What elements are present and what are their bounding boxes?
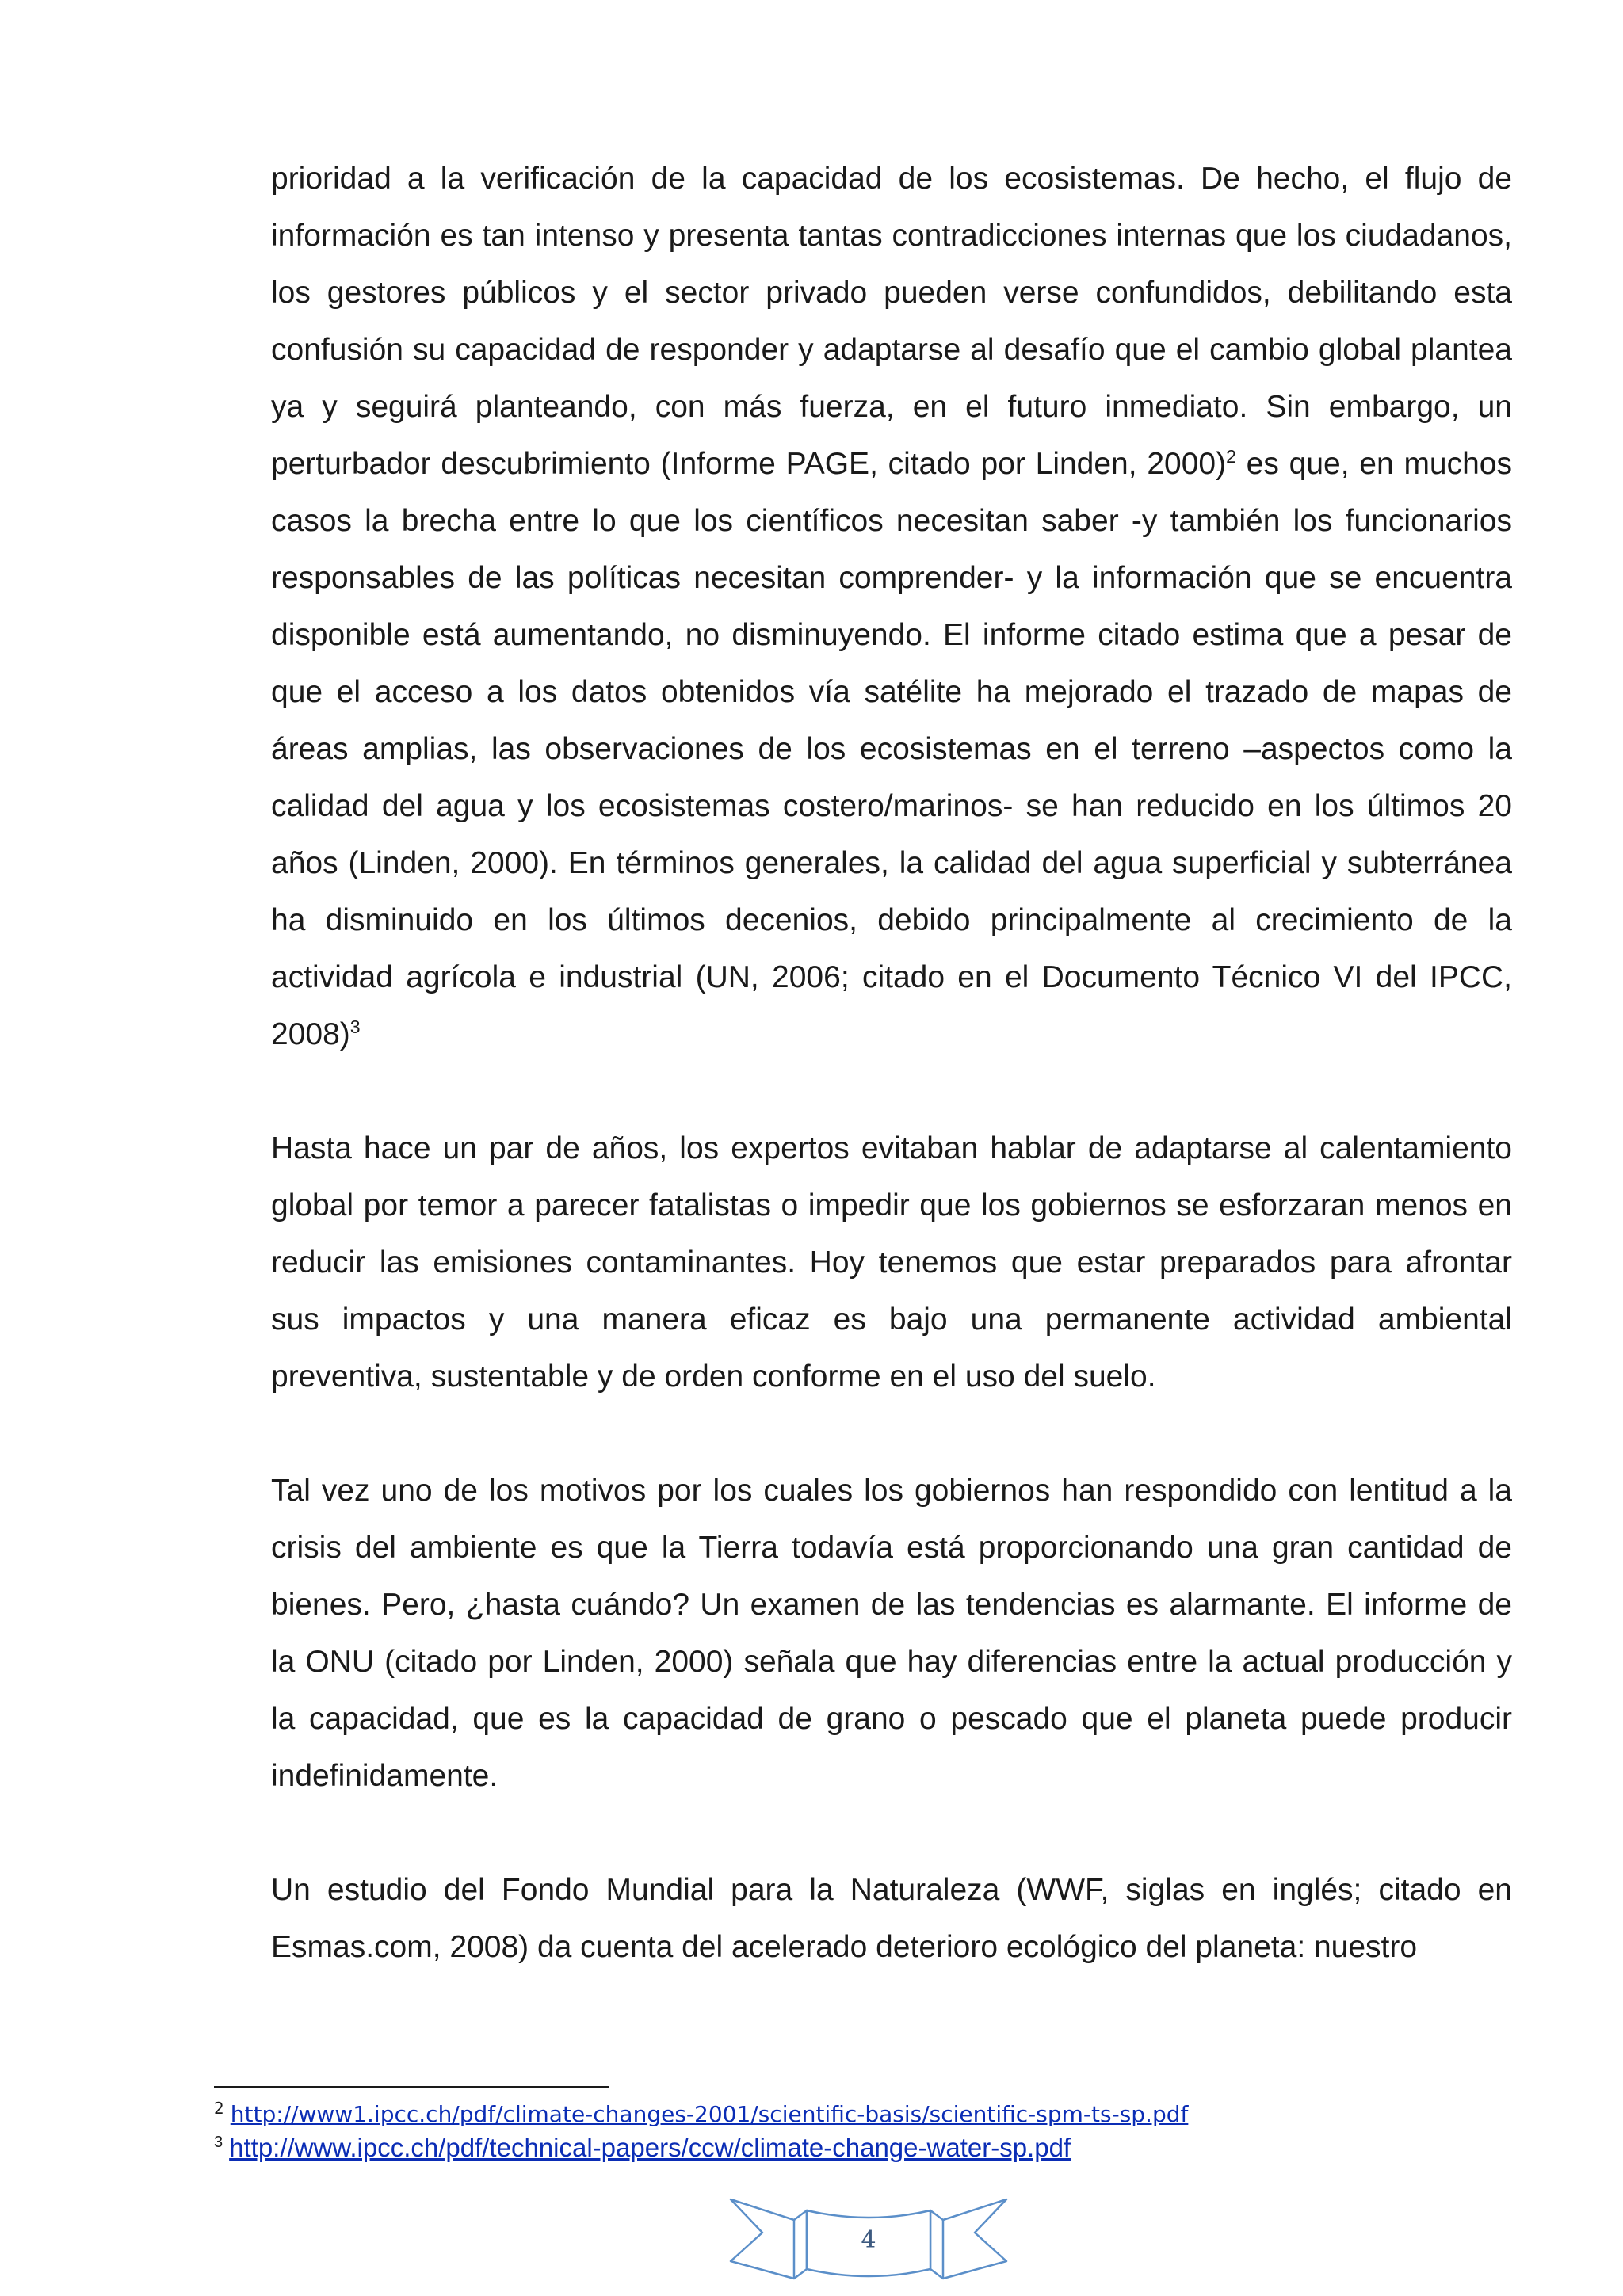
footnote-2 [214,2098,1514,2131]
paragraph-1-part-1: prioridad a la verificación de la capacidad de los ecosistemas. De hecho, el flujo de información es tan intenso y presenta tantas contradicciones internas que los ciudadanos, los gestores públicos y el sector privado pueden verse confundidos, debilitando esta confusión su capacidad de responder y adaptarse al desafío que el cambio global plantea ya y seguirá planteando, con más fuerza, en el futuro inmediato. Sin embargo, un perturbador descubrimiento (Informe PAGE, citado por Linden, 2000) [271,162,1512,481]
page-number-ribbon [727,2193,1010,2286]
paragraph-3: Tal vez uno de los motivos por los cuales los gobiernos han respondido con lentitud a la crisis del ambiente es que la Tierra todavía está proporcionando una gran cantidad de bienes. Pero, ¿hasta cuándo? Un examen de las tendencias es alarmante. El informe de la ONU (citado por Linden, 2000) señala que hay diferencias entre la actual producción y la capacidad, que es la capacidad de grano o pescado que el planeta puede producir indefinidamente. [271,1474,1512,1793]
body-text [271,151,1512,1976]
footnote-separator [214,2086,609,2088]
footnote-link[interactable]: http://www1.ipcc.ch/pdf/climate-changes-2001/scientific-basis/scientific-spm-ts-sp.pdf [230,2101,1189,2127]
footnote-ref-2[interactable]: 2 [1226,446,1236,467]
footnote-link[interactable]: http://www.ipcc.ch/pdf/technical-papers/ccw/climate-change-water-sp.pdf [229,2133,1071,2162]
paragraph-1-part-2: es que, en muchos casos la brecha entre lo que los científicos necesitan saber -y también los funcionarios responsables de las políticas necesitan comprender- y la información que se encuentra disponible está aumentando, no disminuyendo. El informe citado estima que a pesar de que el acceso a los datos obtenidos vía satélite ha mejorado el trazado de mapas de áreas amplias, las observaciones de los ecosistemas en el terreno –aspectos como la calidad del agua y los ecosistemas costero/marinos- se han reducido en los últimos 20 años (Linden, 2000). En términos generales, la calidad del agua superficial y subterránea ha disminuido en los últimos decenios, debido principalmente al crecimiento de la actividad agrícola e industrial (UN, 2006; citado en el Documento Técnico VI del IPCC, 2008) [271,447,1512,1051]
page-number: 4 [861,2225,876,2254]
footnote-3 [214,2131,1514,2164]
footnote-number: 2 [214,2098,224,2118]
paragraph-4: Un estudio del Fondo Mundial para la Naturaleza (WWF, siglas en inglés; citado en Esmas.com, 2008) da cuenta del acelerado deterioro ecológico del planeta: nuestro [271,1873,1512,1964]
footnotes [214,2098,1514,2164]
paragraph-2: Hasta hace un par de años, los expertos evitaban hablar de adaptarse al calentamiento global por temor a parecer fatalistas o impedir que los gobiernos se esforzaran menos en reducir las emisiones contaminantes. Hoy tenemos que estar preparados para afrontar sus impactos y una manera eficaz es bajo una permanente actividad ambiental preventiva, sustentable y de orden conforme en el uso del suelo. [271,1131,1512,1394]
footnote-ref-3[interactable]: 3 [349,1016,361,1037]
footnote-number: 3 [214,2134,223,2151]
paragraph-1 [271,151,1512,1063]
